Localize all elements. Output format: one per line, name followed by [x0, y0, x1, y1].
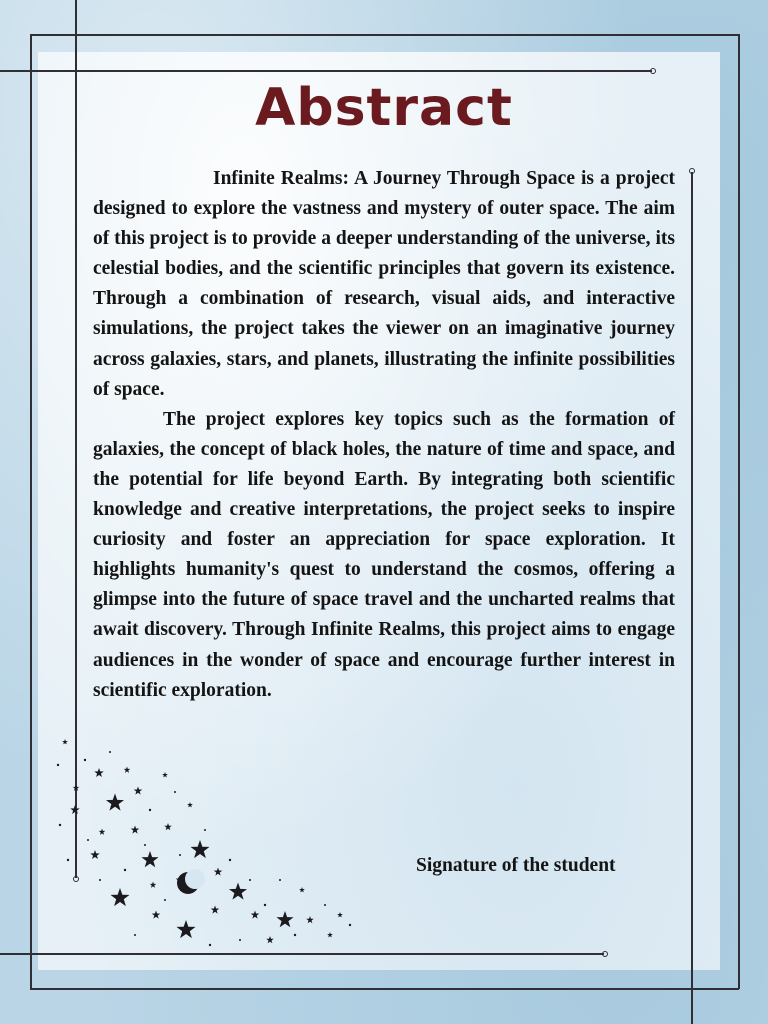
crescent-moon-icon	[177, 869, 205, 894]
frame-line-right-outer	[738, 34, 740, 989]
frame-dot-right	[689, 168, 695, 174]
star-icon	[62, 739, 343, 943]
frame-line-right-inner	[691, 172, 693, 1024]
signature-label: Signature of the student	[416, 855, 616, 876]
frame-line-left-outer	[30, 34, 32, 989]
frame-dot-bottom	[602, 951, 608, 957]
frame-line-top-inner	[0, 70, 652, 72]
frame-line-bottom-outer	[30, 988, 739, 990]
page-title: Abstract	[255, 78, 513, 138]
star-decoration	[40, 730, 360, 960]
abstract-paragraph-1: Infinite Realms: A Journey Through Space is a project designed to explore the vastness and mystery of outer space. The aim of this project is to provide a deeper understanding of the universe, its celestial bodies, and the scientific principles that govern its existence. Through a combination of research, visual aids, and interactive simulations, the project takes the viewer on an imaginative journey across galaxies, stars, and planets, illustrating the infinite possibilities of space.	[93, 168, 675, 400]
abstract-body	[93, 164, 675, 706]
frame-dot-top	[650, 68, 656, 74]
frame-line-top-outer	[30, 34, 739, 36]
abstract-paragraph-2: The project explores key topics such as the formation of galaxies, the concept of black holes, the nature of time and space, and the potential for life beyond Earth. By integrating both scientific knowledge and creative interpretations, the project seeks to inspire curiosity and foster an appreciation for space exploration. It highlights humanity's quest to understand the cosmos, offering a glimpse into the future of space travel and the uncharted realms that await discovery. Through Infinite Realms, this project aims to engage audiences in the wonder of space and encourage further interest in scientific exploration.	[93, 408, 675, 701]
